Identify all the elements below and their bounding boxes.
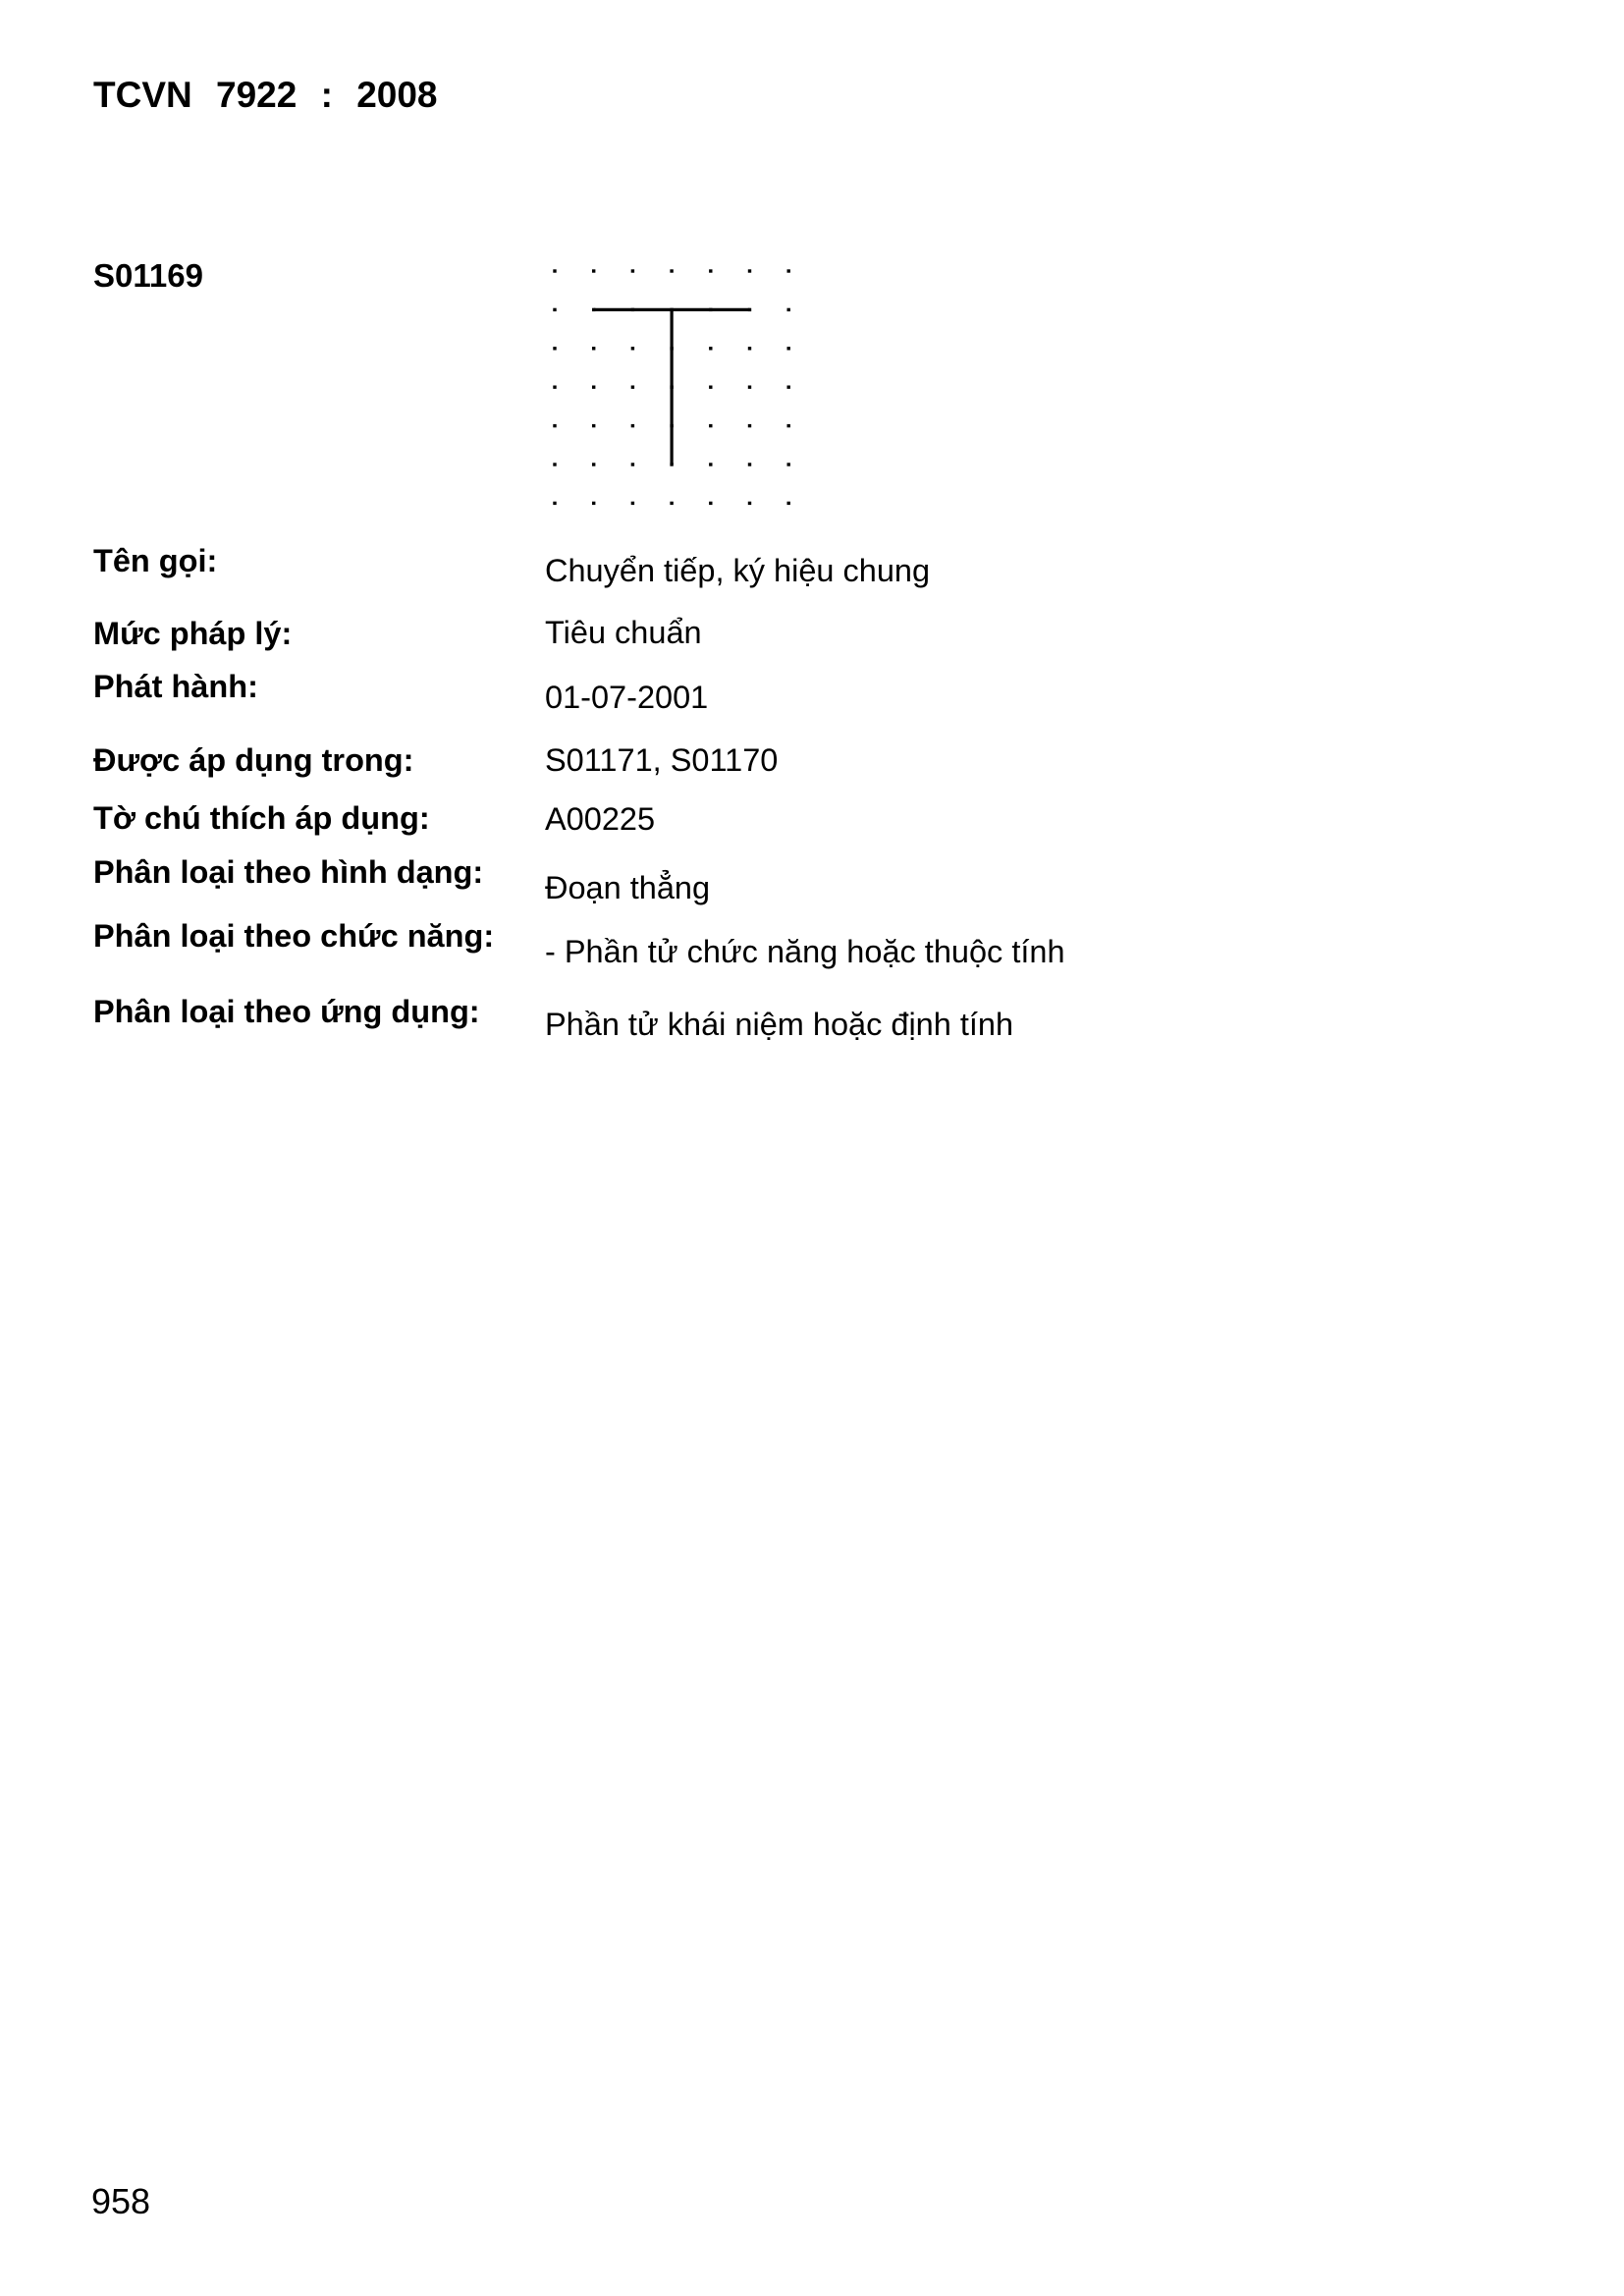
grid-dot	[553, 308, 556, 311]
grid-dot	[592, 502, 595, 505]
grid-dot	[631, 347, 634, 350]
grid-dot	[670, 269, 673, 272]
field-value: - Phần tử chức năng hoặc thuộc tính	[545, 934, 1065, 969]
field-value: Đoạn thẳng	[545, 870, 711, 905]
grid-dot	[748, 463, 751, 465]
grid-dot	[553, 424, 556, 427]
field-label: Phát hành:	[93, 669, 258, 704]
grid-dot	[709, 502, 712, 505]
grid-dot	[748, 502, 751, 505]
grid-dot	[787, 269, 790, 272]
grid-dot	[631, 463, 634, 465]
field-value: S01171, S01170	[545, 742, 779, 778]
grid-dot	[592, 424, 595, 427]
grid-dot	[748, 386, 751, 389]
standard-number-heading: TCVN 7922 : 2008	[93, 75, 438, 115]
grid-dot	[709, 269, 712, 272]
field-label: Phân loại theo hình dạng:	[93, 854, 484, 890]
field-label: Phân loại theo chức năng:	[93, 918, 495, 954]
field-label: Mức pháp lý:	[93, 616, 293, 651]
grid-dot	[709, 463, 712, 465]
grid-dot	[787, 308, 790, 311]
grid-dot	[709, 347, 712, 350]
page-number: 958	[91, 2181, 151, 2221]
grid-dot	[787, 502, 790, 505]
field-value: Tiêu chuẩn	[545, 615, 702, 650]
grid-dot	[631, 424, 634, 427]
field-value: Chuyển tiếp, ký hiệu chung	[545, 553, 931, 588]
grid-dot	[787, 463, 790, 465]
grid-dot	[553, 386, 556, 389]
field-label: Tên gọi:	[93, 543, 218, 578]
grid-dot	[787, 347, 790, 350]
field-label: Tờ chú thích áp dụng:	[93, 800, 430, 836]
field-value: A00225	[545, 801, 656, 837]
grid-dot	[748, 424, 751, 427]
grid-dot	[553, 463, 556, 465]
grid-dot	[670, 502, 673, 505]
field-label: Được áp dụng trong:	[93, 742, 414, 778]
field-value: Phần tử khái niệm hoặc định tính	[545, 1007, 1014, 1042]
grid-dot	[553, 347, 556, 350]
field-label: Phân loại theo ứng dụng:	[93, 994, 480, 1029]
grid-dot	[787, 424, 790, 427]
grid-dot	[592, 347, 595, 350]
transition-symbol-drawing-icon	[545, 261, 800, 515]
grid-dot	[592, 386, 595, 389]
grid-dot	[709, 424, 712, 427]
grid-dot	[748, 347, 751, 350]
grid-dot	[592, 463, 595, 465]
grid-dot	[553, 502, 556, 505]
grid-dot	[553, 269, 556, 272]
grid-dot	[748, 269, 751, 272]
grid-dot	[631, 502, 634, 505]
grid-dot	[631, 386, 634, 389]
field-value: 01-07-2001	[545, 680, 709, 715]
symbol-id: S01169	[93, 257, 203, 294]
grid-dot	[592, 269, 595, 272]
grid-dot	[631, 269, 634, 272]
symbol-figure	[545, 261, 800, 515]
grid-dot	[787, 386, 790, 389]
grid-dot	[709, 386, 712, 389]
